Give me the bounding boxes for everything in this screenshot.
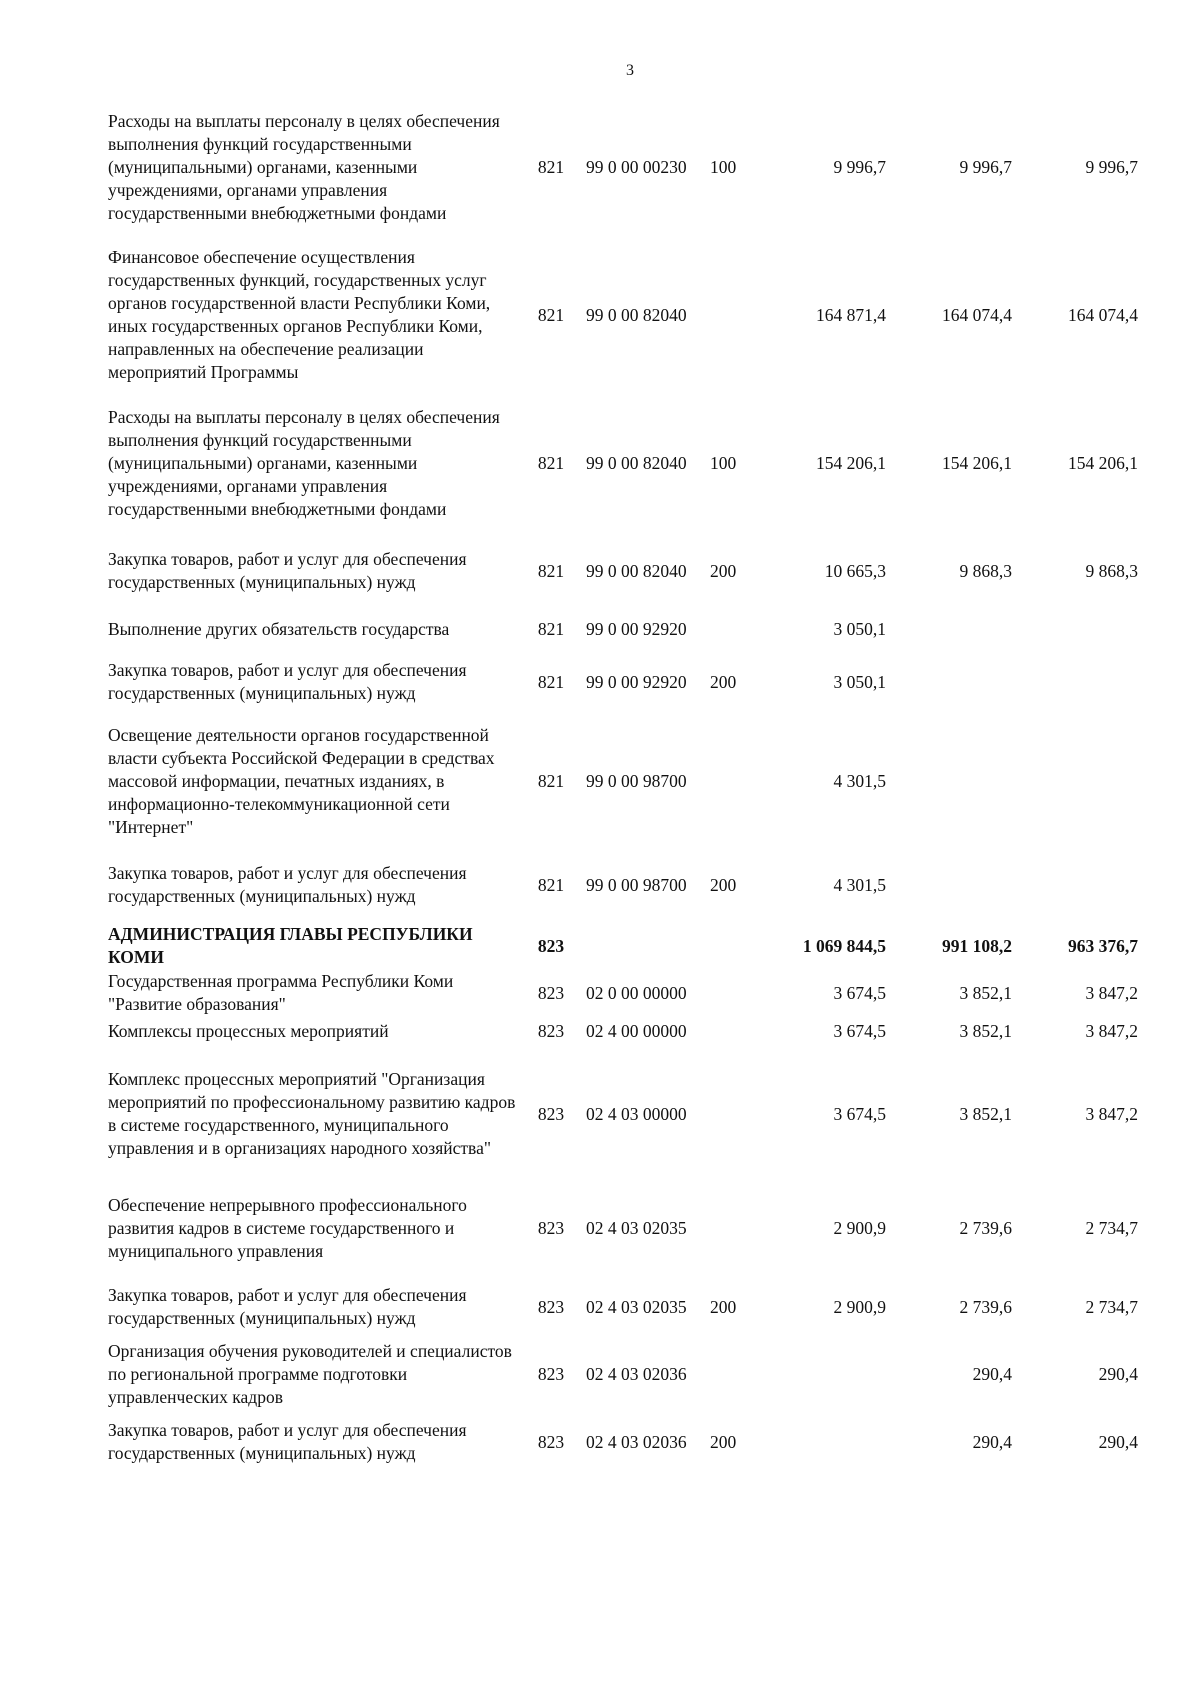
row-name: Комплексы процессных мероприятий [108,1020,389,1041]
row-name: Финансовое обеспечение осуществления государственных функций, государственных услуг органов государственной власти Республики Коми, иных государственных органов Республики Коми, направленных на обеспечение реализации мероприятий Программы [108,247,491,382]
row-amount-year-2: 290,4 [972,1431,1012,1452]
table-row [108,1409,1138,1475]
row-expense-type [710,1182,764,1274]
row-amount-year-2: 164 074,4 [942,304,1012,325]
row-ministry-code: 821 [537,671,565,692]
row-amount-year-3: 963 376,7 [1068,935,1138,956]
row-ministry-code: 823 [537,1020,565,1041]
row-target-article: 02 4 03 02035 [586,1296,687,1317]
row-ministry-code: 823 [537,982,565,1003]
row-expense-type [710,970,764,1016]
row-amount-year-2: 991 108,2 [942,935,1012,956]
row-amount-year-2 [886,650,1012,714]
table-row [108,534,1138,608]
row-expense-type: 200 [710,1431,737,1452]
row-name: АДМИНИСТРАЦИЯ ГЛАВЫ РЕСПУБЛИКИ КОМИ [108,924,473,967]
row-amount-year-1: 4 301,5 [833,770,886,791]
row-amount-year-2: 3 852,1 [959,1103,1012,1124]
row-amount-year-1: 3 050,1 [833,618,886,639]
row-amount-year-1: 9 996,7 [833,156,886,177]
row-amount-year-1: 3 674,5 [833,1020,886,1041]
row-amount-year-1: 2 900,9 [833,1296,886,1317]
row-ministry-code: 823 [537,1103,565,1124]
row-amount-year-1: 2 900,9 [833,1217,886,1238]
row-amount-year-2: 9 868,3 [959,560,1012,581]
row-amount-year-1 [764,1340,886,1409]
row-ministry-code: 821 [537,874,565,895]
row-target-article: 02 4 03 02036 [586,1364,687,1384]
row-name: Освещение деятельности органов государственной власти субъекта Российской Федерации в средствах массовой информации, печатных изданиях, в информационно-телекоммуникационной сети "Интернет" [108,724,495,837]
row-amount-year-2: 2 739,6 [959,1296,1012,1317]
budget-table [108,96,1138,1475]
table-row [108,650,1138,714]
row-amount-year-3: 290,4 [1098,1364,1138,1384]
row-target-article: 02 4 03 00000 [586,1103,687,1124]
row-ministry-code: 821 [537,770,565,791]
table-row [108,714,1138,848]
table-row [108,1046,1138,1182]
row-name: Выполнение других обязательств государства [108,618,450,639]
row-ministry-code: 821 [537,304,565,325]
row-expense-type: 100 [710,452,737,473]
row-expense-type: 200 [710,560,737,581]
row-amount-year-2: 2 739,6 [959,1217,1012,1238]
row-amount-year-3: 3 847,2 [1085,1020,1138,1041]
row-expense-type [710,608,764,650]
row-amount-year-3 [1012,848,1138,922]
row-amount-year-1: 3 050,1 [833,671,886,692]
row-amount-year-1 [764,1409,886,1475]
row-amount-year-3 [1012,650,1138,714]
table-row [108,608,1138,650]
row-name: Организация обучения руководителей и специалистов по региональной программе подготовки управленческих кадров [108,1341,512,1407]
table-row [108,1274,1138,1340]
table-row-section-header [108,922,1138,970]
table-row [108,848,1138,922]
row-ministry-code: 823 [537,935,565,956]
row-name: Обеспечение непрерывного профессионального развития кадров в системе государственного и муниципального управления [108,1194,467,1261]
table-row [108,238,1138,392]
row-target-article [578,922,710,970]
row-target-article: 02 4 03 02036 [586,1431,687,1452]
row-amount-year-2 [886,714,1012,848]
row-expense-type: 100 [710,156,737,177]
row-target-article: 02 4 00 00000 [586,1020,687,1041]
row-ministry-code: 821 [537,560,565,581]
row-amount-year-2 [886,608,1012,650]
row-expense-type [710,238,764,392]
row-amount-year-1: 3 674,5 [833,982,886,1003]
row-ministry-code: 821 [537,156,565,177]
row-expense-type: 200 [710,671,737,692]
row-amount-year-1: 3 674,5 [833,1103,886,1124]
row-ministry-code: 821 [537,452,565,473]
row-target-article: 99 0 00 92920 [586,618,687,639]
row-amount-year-3: 9 996,7 [1085,156,1138,177]
row-amount-year-3 [1012,608,1138,650]
row-amount-year-1: 4 301,5 [833,874,886,895]
row-expense-type: 200 [710,1296,737,1317]
row-name: Расходы на выплаты персоналу в целях обеспечения выполнения функций государственными (муниципальными) органами, казенными учреждениями, органами управления государственными внебюджетными фондами [108,406,500,519]
row-target-article: 99 0 00 92920 [586,671,687,692]
row-amount-year-2: 9 996,7 [959,156,1012,177]
row-amount-year-3: 9 868,3 [1085,560,1138,581]
row-expense-type: 200 [710,874,737,895]
row-amount-year-1: 164 871,4 [816,304,886,325]
row-amount-year-2: 3 852,1 [959,982,1012,1003]
page-number: 3 [626,62,634,79]
row-name: Расходы на выплаты персоналу в целях обеспечения выполнения функций государственными (муниципальными) органами, казенными учреждениями, органами управления государственными внебюджетными фондами [108,110,500,223]
row-amount-year-3 [1012,714,1138,848]
row-target-article: 99 0 00 82040 [586,560,687,581]
row-expense-type [710,1046,764,1182]
row-target-article: 99 0 00 98700 [586,770,687,791]
row-expense-type [710,1340,764,1409]
table-row [108,392,1138,534]
row-amount-year-2: 154 206,1 [942,452,1012,473]
row-name: Государственная программа Республики Коми "Развитие образования" [108,971,454,1014]
row-name: Закупка товаров, работ и услуг для обеспечения государственных (муниципальных) нужд [108,1285,467,1328]
row-amount-year-2: 290,4 [972,1364,1012,1384]
row-amount-year-3: 154 206,1 [1068,452,1138,473]
row-amount-year-3: 3 847,2 [1085,982,1138,1003]
row-amount-year-3: 2 734,7 [1085,1217,1138,1238]
row-ministry-code: 823 [537,1217,565,1238]
row-target-article: 02 0 00 00000 [586,982,687,1003]
row-target-article: 02 4 03 02035 [586,1217,687,1238]
table-row [108,1016,1138,1046]
row-amount-year-3: 3 847,2 [1085,1103,1138,1124]
row-expense-type [710,1016,764,1046]
row-amount-year-3: 2 734,7 [1085,1296,1138,1317]
row-target-article: 99 0 00 00230 [586,156,687,177]
row-amount-year-3: 164 074,4 [1068,304,1138,325]
row-name: Закупка товаров, работ и услуг для обеспечения государственных (муниципальных) нужд [108,863,467,906]
row-name: Закупка товаров, работ и услуг для обеспечения государственных (муниципальных) нужд [108,660,467,703]
row-expense-type [710,714,764,848]
row-ministry-code: 821 [537,618,565,639]
table-row [108,1182,1138,1274]
row-ministry-code: 823 [537,1364,565,1384]
table-row [108,1340,1138,1409]
row-target-article: 99 0 00 82040 [586,304,687,325]
row-target-article: 99 0 00 82040 [586,452,687,473]
row-name: Закупка товаров, работ и услуг для обеспечения государственных (муниципальных) нужд [108,549,467,592]
table-row [108,970,1138,1016]
row-amount-year-1: 154 206,1 [816,452,886,473]
row-name: Комплекс процессных мероприятий "Организация мероприятий по профессиональному развитию кадров в системе государственного, муниципального управления и в организациях народного хозяйства" [108,1069,516,1158]
row-ministry-code: 823 [537,1296,565,1317]
row-amount-year-2: 3 852,1 [959,1020,1012,1041]
row-amount-year-2 [886,848,1012,922]
row-target-article: 99 0 00 98700 [586,874,687,895]
row-amount-year-1: 1 069 844,5 [802,935,886,956]
row-amount-year-3: 290,4 [1098,1431,1138,1452]
row-expense-type [710,922,764,970]
table-row [108,96,1138,238]
row-name: Закупка товаров, работ и услуг для обеспечения государственных (муниципальных) нужд [108,1420,467,1463]
row-ministry-code: 823 [537,1431,565,1452]
row-amount-year-1: 10 665,3 [824,560,886,581]
